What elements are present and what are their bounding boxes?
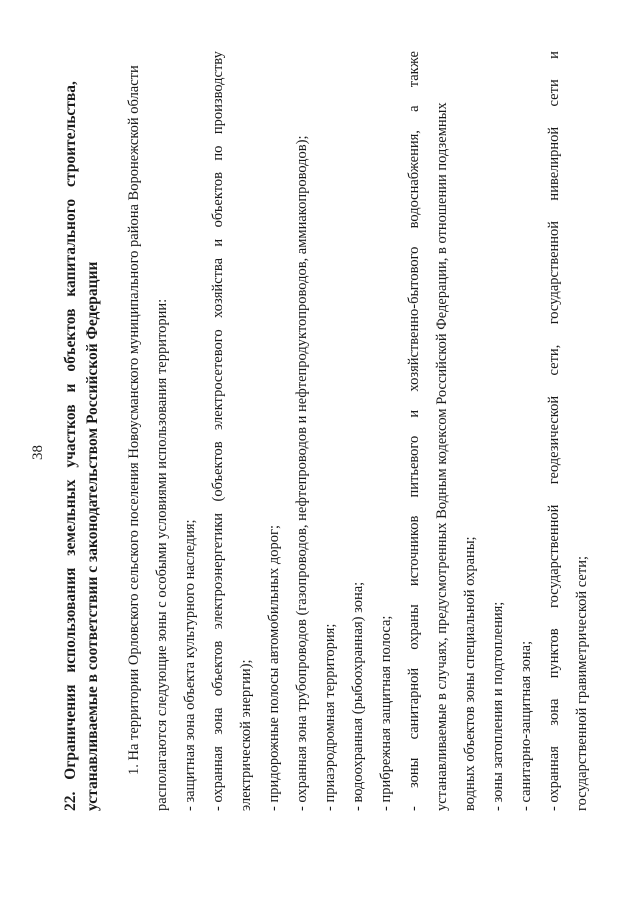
heading-line-1 — [60, 81, 82, 811]
word: зоны — [406, 757, 422, 788]
word: электросетевого — [210, 329, 226, 430]
word: санитарной — [406, 667, 422, 740]
word: государственной — [546, 504, 562, 608]
word: - охранная — [210, 746, 226, 811]
word: производству — [210, 51, 226, 135]
section-heading — [60, 81, 104, 811]
list-item: - прибрежная защитная полоса; — [378, 615, 394, 811]
word: объектов — [210, 172, 226, 228]
word: по — [210, 145, 226, 161]
heading-word: объектов — [62, 308, 79, 372]
paragraph-1-line-2: располагаются следующие зоны с особыми условиями использования территории: — [154, 298, 170, 811]
word: нивелирной — [546, 126, 562, 201]
word: электроэнергетики — [210, 512, 226, 630]
heading-line-2: устанавливаемые в соответствии с законодательством Российской Федерации — [84, 261, 101, 811]
word: а — [406, 105, 422, 112]
word: источников — [406, 515, 422, 587]
list-item-justified — [540, 51, 568, 811]
list-item-continuation: водных объектов зоны специальной охраны; — [462, 536, 478, 811]
word: хозяйственно-бытового — [406, 246, 422, 392]
list-item-justified — [204, 51, 232, 811]
heading-word: строительства, — [62, 81, 79, 187]
word: сети — [546, 79, 562, 107]
word: охраны — [406, 604, 422, 650]
heading-word: участков — [62, 404, 79, 468]
word: зона — [546, 698, 562, 726]
document-body — [120, 51, 596, 811]
word: питьевого — [406, 435, 422, 498]
list-item: - водоохранная (рыбоохранная) зона; — [350, 581, 366, 811]
word: водоснабжения, — [406, 130, 422, 229]
list-item: - защитная зона объекта культурного наследия; — [182, 519, 198, 811]
list-item-continuation: электрической энергии); — [238, 659, 254, 811]
heading-word: использования — [62, 567, 79, 673]
page-number: 38 — [30, 445, 46, 460]
list-item: - зоны затопления и подтопления; — [490, 601, 506, 811]
list-item-continuation: устанавливаемые в случаях, предусмотренных Водным кодексом Российской Федерации, в отношении подземных — [434, 102, 450, 811]
paragraph-1-line-1: 1. На территории Орловского сельского поселения Новоусманского муниципального района Воронежской области — [126, 65, 142, 775]
word: хозяйства — [210, 258, 226, 318]
word: геодезической — [546, 395, 562, 485]
word: - — [406, 806, 422, 811]
word: и — [210, 238, 226, 247]
list-item: - охранная зона трубопроводов (газопроводов, нефтепроводов и нефтепродуктопроводов, аммиакопроводов); — [294, 135, 310, 811]
word: и — [406, 409, 422, 418]
word: сети, — [546, 344, 562, 376]
word: зона — [210, 707, 226, 735]
heading-word: земельных — [62, 479, 79, 556]
heading-word: и — [62, 383, 79, 393]
word: пунктов — [546, 628, 562, 679]
list-item-justified — [400, 51, 428, 811]
list-item: - приаэродромная территория; — [322, 623, 338, 811]
list-item-continuation: государственной гравиметрической сети; — [574, 556, 590, 811]
word: объектов — [210, 640, 226, 697]
heading-word: Ограничения — [62, 684, 79, 780]
heading-word: капитального — [62, 198, 79, 297]
list-item: - санитарно-защитная зона; — [518, 640, 534, 811]
list-item: - придорожные полосы автомобильных дорог; — [266, 525, 282, 811]
word: государственной — [546, 220, 562, 325]
word: (объектов — [210, 441, 226, 502]
word: - охранная — [546, 746, 562, 811]
word: и — [546, 51, 562, 59]
heading-number: 22. — [62, 791, 79, 811]
word: также — [406, 51, 422, 88]
